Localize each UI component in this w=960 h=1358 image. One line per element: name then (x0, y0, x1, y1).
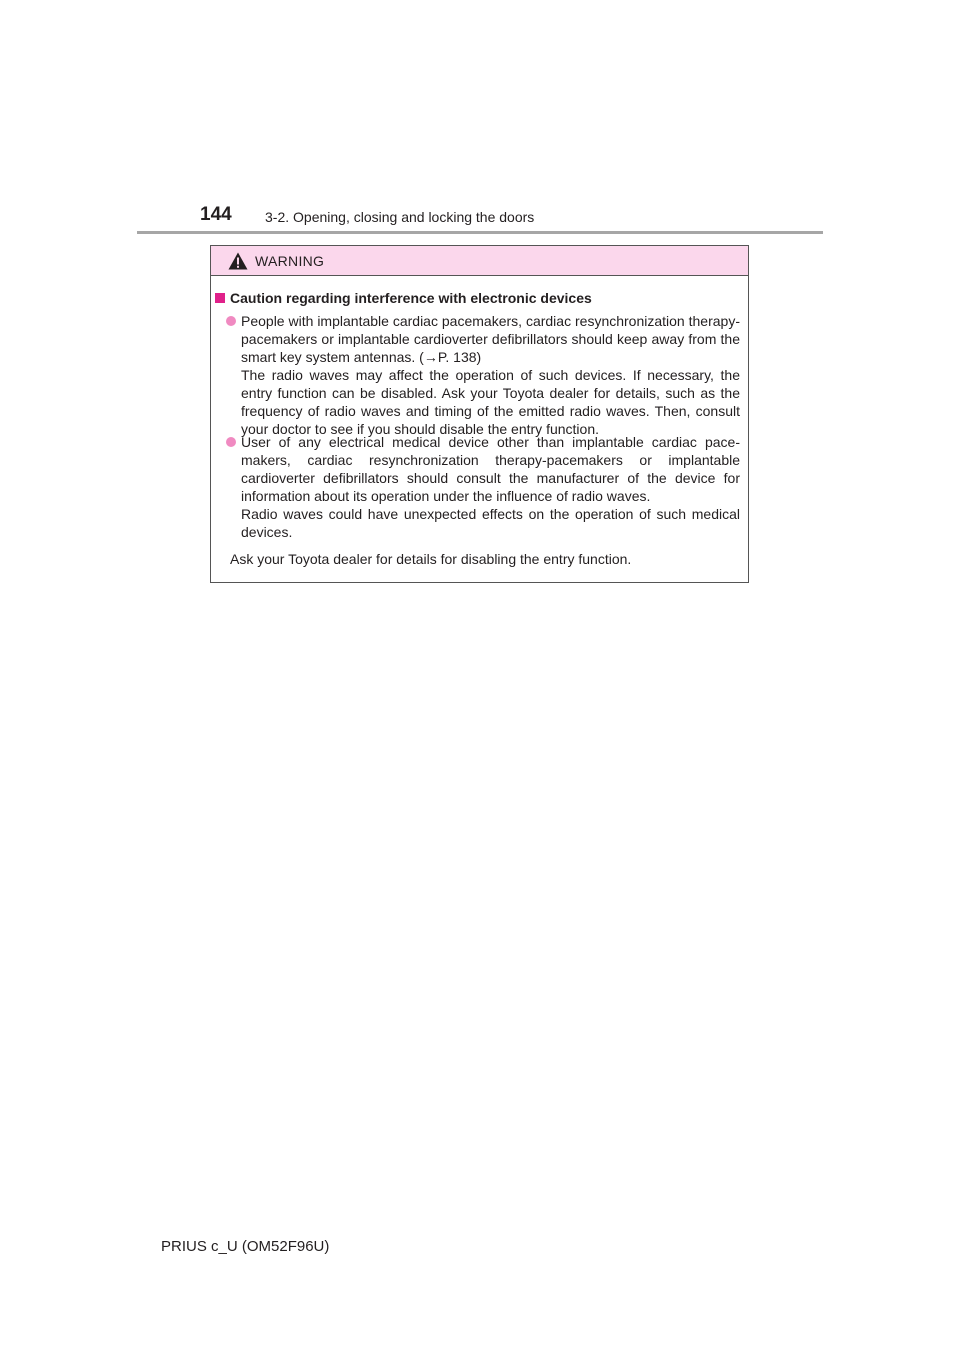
warning-box (210, 245, 749, 583)
list-item (241, 312, 740, 438)
bullet-paragraph: Radio waves could have unexpected effects on the operation of such medical devices. (241, 506, 740, 540)
page-footer: PRIUS c_U (OM52F96U) (161, 1238, 330, 1255)
bullet-paragraph: People with implantable cardiac pacemakers, cardiac resynchronization therapy-pacemakers or implantable cardioverter defibrillators should keep away from the smart key system antennas. (→P. 138) (241, 313, 740, 365)
bullet-paragraph: User of any electrical medical device other than implantable cardiac pace-makers, cardiac resynchronization therapy-pacemakers or implantable cardioverter defibrillators should consult the manufacturer of the device for information about its operation under the influence of radio waves. (241, 434, 740, 504)
bullet-paragraph: The radio waves may affect the operation of such devices. If necessary, the entry function can be disabled. Ask your Toyota dealer for details, such as the frequency of radio waves and timing of the emitted radio waves. Then, consult your doctor to see if you should disable the entry function. (241, 367, 740, 437)
warning-header (211, 246, 748, 276)
warning-topic-text: Caution regarding interference with electronic devices (230, 290, 592, 306)
warning-body (211, 276, 748, 582)
warning-triangle-icon (228, 252, 248, 270)
section-title: 3-2. Opening, closing and locking the doors (265, 209, 535, 225)
warning-label: WARNING (255, 253, 325, 269)
page-number: 144 (200, 204, 232, 225)
warning-topic (215, 289, 592, 307)
square-bullet-icon (215, 293, 225, 303)
closing-note: Ask your Toyota dealer for details for disabling the entry function. (230, 551, 632, 567)
list-item (241, 433, 740, 541)
header-divider (137, 231, 823, 234)
page-header (137, 204, 823, 234)
bullet-dot-icon (226, 437, 236, 447)
bullet-dot-icon (226, 316, 236, 326)
